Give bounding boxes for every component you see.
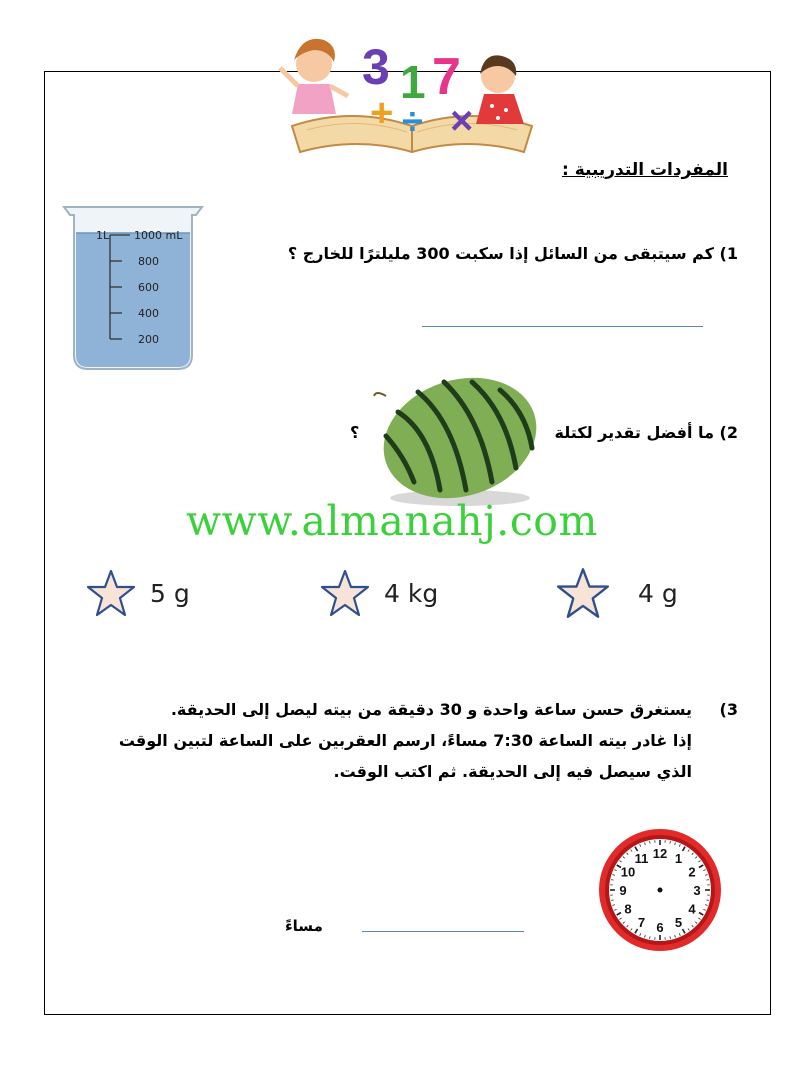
option-label: 4 kg <box>384 578 439 608</box>
clock-number: 8 <box>624 901 632 917</box>
clock-number: 6 <box>656 920 664 935</box>
clock-number: 4 <box>688 901 696 917</box>
option-5g[interactable] <box>86 568 190 618</box>
clock-number: 7 <box>637 915 646 931</box>
clock-number: 2 <box>688 864 696 880</box>
clock-number: 3 <box>693 883 701 898</box>
clock-tick <box>650 936 651 938</box>
beaker-label-1l: 1L <box>96 229 110 242</box>
clock-tick <box>670 936 671 938</box>
header-digit-1: 1 <box>400 56 426 108</box>
clock-number: 1 <box>674 850 683 866</box>
header-multiply: × <box>450 99 474 143</box>
clock-tick <box>670 841 671 843</box>
clock-tick <box>611 900 613 901</box>
header-digit-7: 7 <box>432 48 461 106</box>
option-4g[interactable] <box>556 566 678 620</box>
question-3-line-1: يستغرق حسن ساعة واحدة و 30 دقيقة من بيته ليصل إلى الحديقة. <box>170 700 692 719</box>
beaker-label-600: 600 <box>138 281 159 294</box>
clock-number: 5 <box>674 915 683 931</box>
beaker-label-1000: 1000 mL <box>134 229 183 242</box>
clock-face[interactable] <box>595 825 725 955</box>
question-2: 2) ما أفضل تقدير لكتلة <box>554 423 738 442</box>
beaker-label-200: 200 <box>138 333 159 346</box>
question-3-line-3: الذي سيصل فيه إلى الحديقة. ثم اكتب الوقت. <box>333 762 692 781</box>
clock-tick <box>706 900 708 901</box>
watermelon-image <box>370 372 548 508</box>
question-3-number: 3) <box>719 700 738 719</box>
section-heading: المفردات التدريبية : <box>561 160 728 180</box>
header-plus: + <box>370 91 394 135</box>
star-icon[interactable] <box>320 568 370 618</box>
clock-tick <box>706 880 708 881</box>
clock-number: 11 <box>634 850 649 866</box>
option-label: 4 g <box>638 578 678 608</box>
clock-tick <box>650 841 651 843</box>
beaker-label-800: 800 <box>138 255 159 268</box>
header-illustration <box>262 26 562 156</box>
header-digit-3: 3 <box>362 39 390 95</box>
header-divide: ÷ <box>402 101 423 143</box>
clock-number: 9 <box>619 883 627 898</box>
question-1: 1) كم سيتبقى من السائل إذا سكبت 300 مليلترًا للخارج ؟ <box>287 244 738 263</box>
clock-number: 10 <box>620 864 636 880</box>
evening-label: مساءً <box>285 917 323 935</box>
question-3-line-2: إذا غادر بيته الساعة 7:30 مساءً، ارسم العقربين على الساعة لتبين الوقت <box>118 731 692 750</box>
option-4kg[interactable] <box>320 568 438 618</box>
beaker-label-400: 400 <box>138 307 159 320</box>
star-icon[interactable] <box>86 568 136 618</box>
beaker-image <box>60 205 206 373</box>
watermark: www.almanahj.com <box>186 497 598 545</box>
answer-line-q3[interactable] <box>362 931 524 932</box>
star-icon[interactable] <box>556 566 610 620</box>
clock-number: 12 <box>652 846 668 861</box>
question-2-mark: ؟ <box>350 423 360 442</box>
answer-line-q1[interactable] <box>422 326 703 327</box>
clock-tick <box>611 880 613 881</box>
option-label: 5 g <box>150 578 190 608</box>
question-3 <box>119 694 738 787</box>
